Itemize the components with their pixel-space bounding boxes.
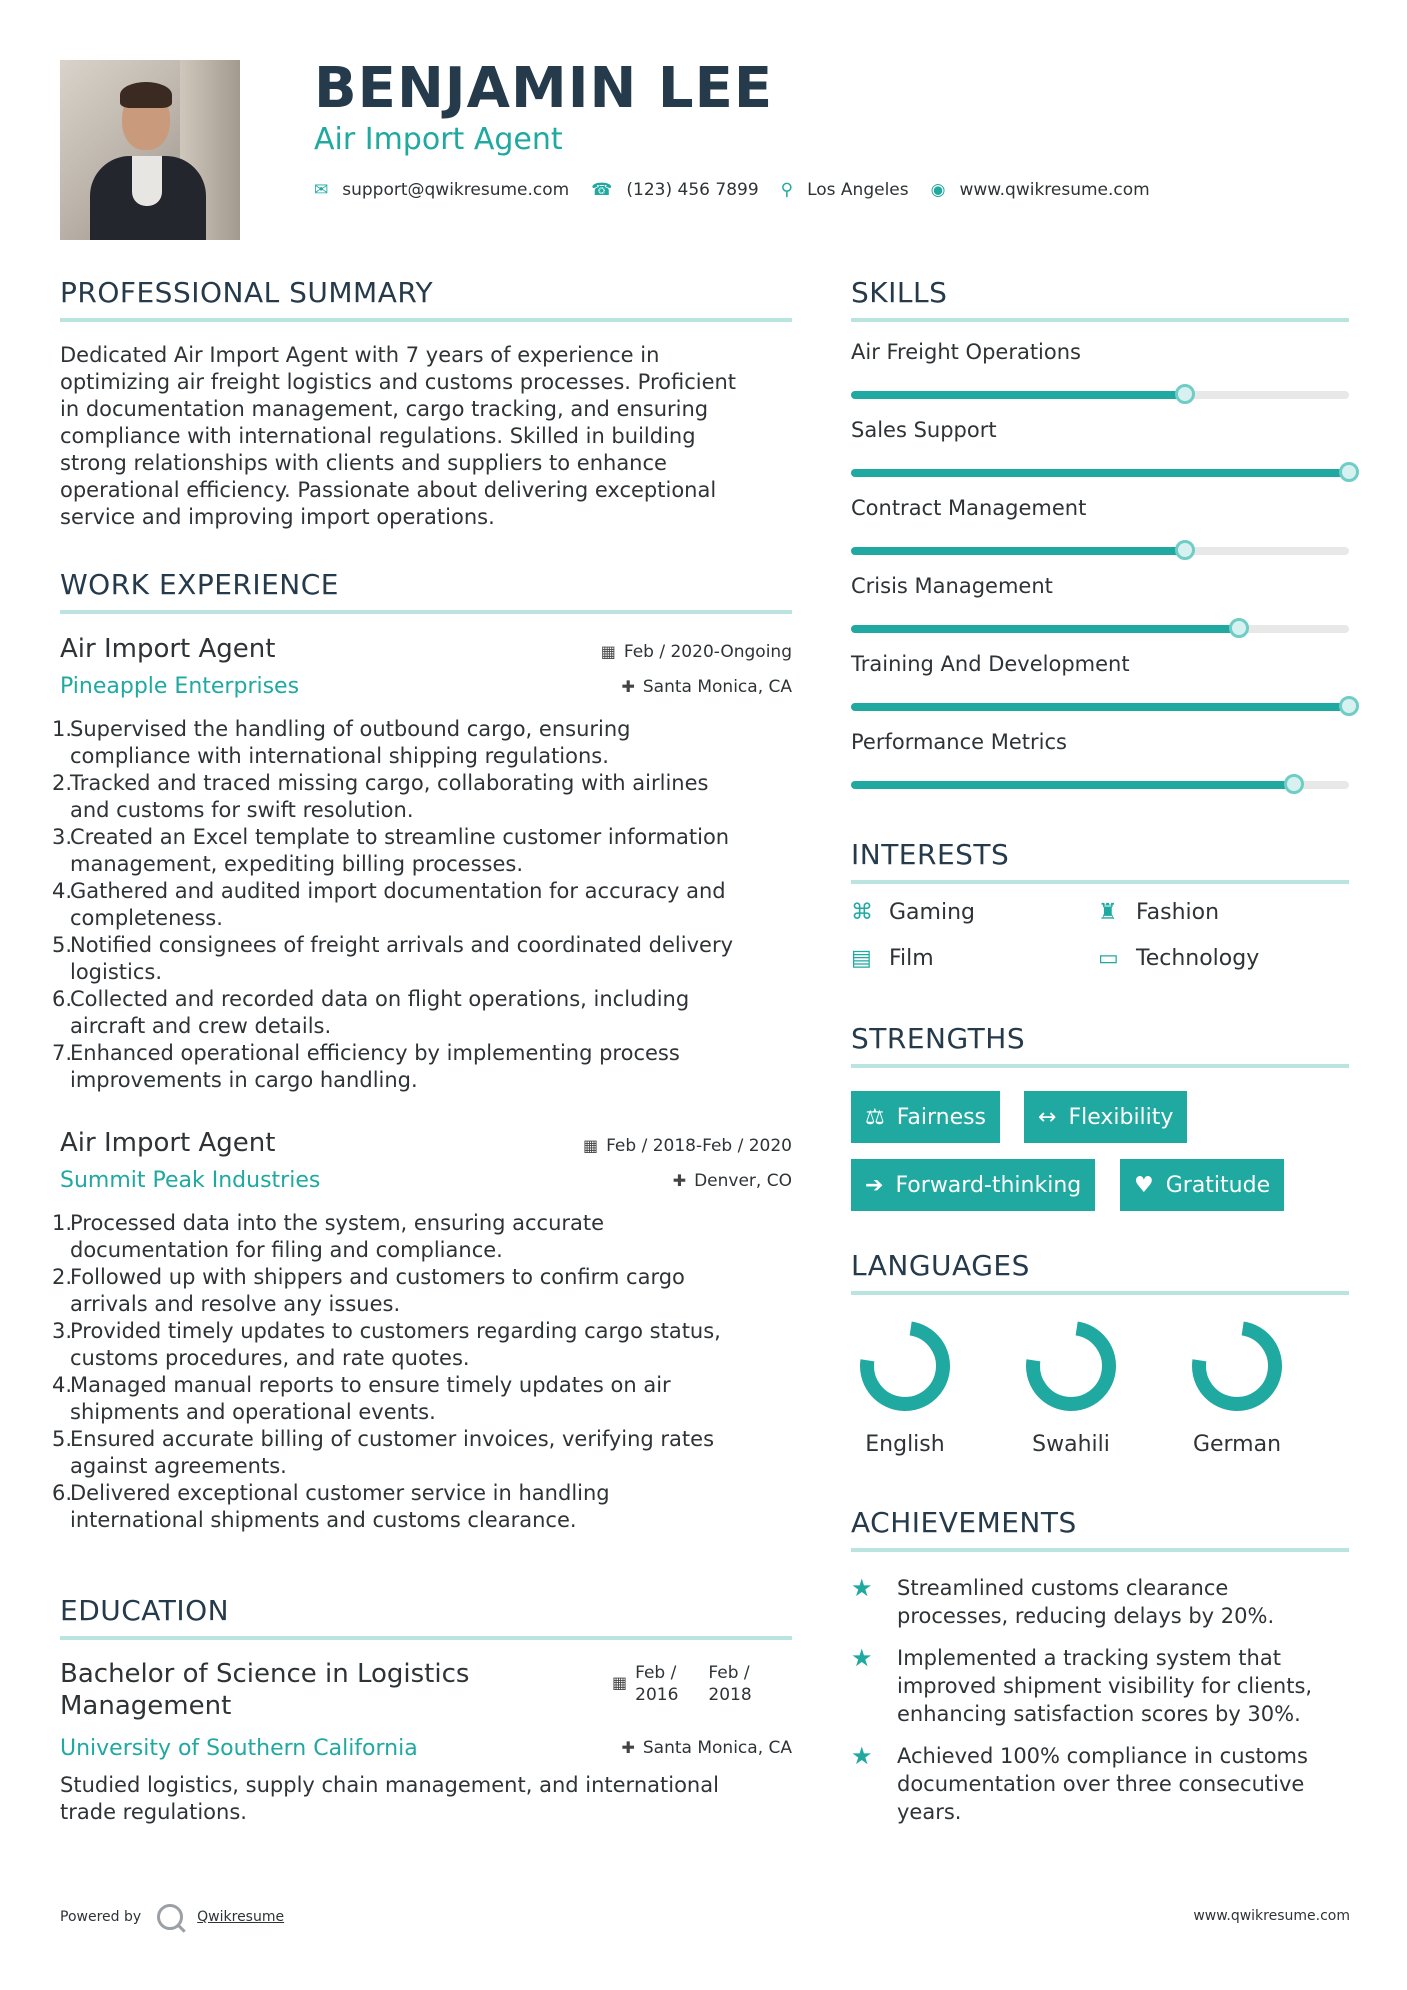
list-item: 1. Processed data into the system, ensuring accurate documentation for filing and compliance. xyxy=(52,1211,605,1262)
calendar-icon: ▦ xyxy=(612,1673,628,1692)
skill-bar-knob xyxy=(1175,540,1195,560)
globe-icon: ◉ xyxy=(930,180,946,200)
skill-bar-fill xyxy=(851,547,1185,555)
section-divider xyxy=(851,1548,1349,1552)
summary-heading: PROFESSIONAL SUMMARY xyxy=(60,276,434,309)
degree-title: Bachelor of Science in Logistics Management xyxy=(60,1659,470,1721)
achievement-item: ★ Streamlined customs clearance processes, reducing delays by 20%. xyxy=(851,1574,1275,1628)
language-ring-arc xyxy=(1033,1328,1109,1404)
phone-icon: ☎ xyxy=(591,180,613,200)
skill-bar-fill xyxy=(851,391,1185,399)
contact-email[interactable]: support@qwikresume.com xyxy=(342,180,570,200)
language-label: Swahili xyxy=(1032,1432,1110,1457)
skill-bar xyxy=(851,703,1349,711)
list-item: 3. Created an Excel template to streamline customer information management, expediting billing processes. xyxy=(52,825,730,876)
section-divider xyxy=(851,318,1349,322)
experience-heading: WORK EXPERIENCE xyxy=(60,568,339,601)
shopping-bag-icon: ♜ xyxy=(1098,900,1118,925)
strength-tag: ↔ Flexibility xyxy=(1024,1091,1187,1143)
star-icon: ★ xyxy=(851,1742,873,1770)
strength-tag: ♥ Gratitude xyxy=(1120,1159,1284,1211)
language-ring-swahili xyxy=(1023,1318,1119,1414)
job-location: ✚ Denver, CO xyxy=(672,1171,792,1191)
star-icon: ★ xyxy=(851,1574,873,1602)
contact-location: Los Angeles xyxy=(807,180,909,200)
section-divider xyxy=(60,318,792,322)
list-item: 6. Collected and recorded data on flight operations, including aircraft and crew details. xyxy=(52,987,690,1038)
qwikresume-logo-icon xyxy=(157,1904,183,1930)
skill-bar-knob xyxy=(1284,774,1304,794)
section-divider xyxy=(851,1291,1349,1295)
skill-label: Performance Metrics xyxy=(851,730,1067,754)
skills-heading: SKILLS xyxy=(851,276,948,309)
contact-website[interactable]: www.qwikresume.com xyxy=(959,180,1150,200)
list-item: 3. Provided timely updates to customers regarding cargo status, customs procedures, and rate quotes. xyxy=(52,1319,721,1370)
skill-label: Training And Development xyxy=(851,652,1130,676)
profile-photo xyxy=(60,60,240,240)
skill-label: Air Freight Operations xyxy=(851,340,1081,364)
interests-heading: INTERESTS xyxy=(851,838,1010,871)
interest-fashion: ♜ Fashion xyxy=(1098,900,1220,925)
job-company: Summit Peak Industries xyxy=(60,1168,321,1193)
language-label: English xyxy=(865,1432,945,1457)
job-title: Air Import Agent xyxy=(60,1128,276,1158)
gamepad-icon: ⌘ xyxy=(851,900,873,925)
film-icon: ▤ xyxy=(851,946,872,971)
education-location: ✚ Santa Monica, CA xyxy=(621,1738,792,1758)
skill-bar-knob xyxy=(1339,696,1359,716)
candidate-name: BENJAMIN LEE xyxy=(314,56,774,121)
arrows-horizontal-icon: ↔ xyxy=(1038,1104,1057,1130)
section-divider xyxy=(60,1636,792,1640)
star-icon: ★ xyxy=(851,1644,873,1672)
list-item: 2. Tracked and traced missing cargo, collaborating with airlines and customs for swift resolution. xyxy=(52,771,709,822)
skill-bar-fill xyxy=(851,625,1239,633)
summary-text: Dedicated Air Import Agent with 7 years of experience in optimizing air freight logistics and customs processes. Proficient in documentation management, cargo tracking, and ensuring compliance with international regulations. Skilled in building strong relationships with clients and suppliers to enhance operational efficiency. Passionate about delivering exceptional service and improving import operations. xyxy=(60,343,737,529)
envelope-icon: ✉ xyxy=(314,180,329,200)
interest-technology: ▭ Technology xyxy=(1098,946,1260,971)
strength-tag: ⚖ Fairness xyxy=(851,1091,1000,1143)
job-location: ✚ Santa Monica, CA xyxy=(621,677,792,697)
skill-bar-fill xyxy=(851,469,1349,477)
skill-bar xyxy=(851,625,1349,633)
achievement-item: ★ Implemented a tracking system that improved shipment visibility for clients, enhancing satisfaction scores by 30%. xyxy=(851,1644,1313,1726)
languages-heading: LANGUAGES xyxy=(851,1249,1030,1282)
contact-phone[interactable]: (123) 456 7899 xyxy=(626,180,759,200)
list-item: 2. Followed up with shippers and customers to confirm cargo arrivals and resolve any issues. xyxy=(52,1265,685,1316)
contact-bar xyxy=(314,180,1172,200)
job-title: Air Import Agent xyxy=(60,634,276,664)
skill-bar-knob xyxy=(1175,384,1195,404)
language-label: German xyxy=(1192,1432,1282,1457)
interest-gaming: ⌘ Gaming xyxy=(851,900,975,925)
education-dates: ▦ Feb / 2016 Feb / 2018 xyxy=(612,1663,752,1705)
language-ring-english xyxy=(857,1318,953,1414)
skill-bar xyxy=(851,547,1349,555)
education-description: Studied logistics, supply chain management, and international trade regulations. xyxy=(60,1773,719,1824)
job-duties-list xyxy=(52,1210,802,1534)
job-dates: ▦ Feb / 2018-Feb / 2020 xyxy=(582,1136,792,1156)
pin-icon: ✚ xyxy=(672,1171,687,1190)
section-divider xyxy=(851,1064,1349,1068)
skill-bar-fill xyxy=(851,703,1349,711)
pin-icon: ✚ xyxy=(621,677,635,696)
brand-link[interactable]: Qwikresume xyxy=(197,1909,285,1925)
languages-list xyxy=(851,1318,1349,1468)
language-ring-arc xyxy=(1199,1328,1275,1404)
heart-icon: ♥ xyxy=(1134,1172,1154,1198)
pin-icon: ✚ xyxy=(621,1738,635,1757)
calendar-icon: ▦ xyxy=(600,642,616,661)
list-item: 5. Notified consignees of freight arrivals and coordinated delivery logistics. xyxy=(52,933,734,984)
map-marker-icon: ⚲ xyxy=(780,180,794,200)
job-dates: ▦ Feb / 2020-Ongoing xyxy=(600,642,792,662)
education-heading: EDUCATION xyxy=(60,1594,230,1627)
list-item: 5. Ensured accurate billing of customer invoices, verifying rates against agreements. xyxy=(52,1427,715,1478)
section-divider xyxy=(60,610,792,614)
section-divider xyxy=(851,880,1349,884)
candidate-title: Air Import Agent xyxy=(314,122,563,157)
skill-bar-knob xyxy=(1339,462,1359,482)
job-company: Pineapple Enterprises xyxy=(60,674,300,699)
language-ring-arc xyxy=(867,1328,943,1404)
list-item: 4. Managed manual reports to ensure timely updates on air shipments and operational events. xyxy=(52,1373,671,1424)
achievement-item: ★ Achieved 100% compliance in customs documentation over three consecutive years. xyxy=(851,1742,1308,1824)
powered-by-label: Powered by xyxy=(60,1909,142,1925)
list-item: 4. Gathered and audited import documentation for accuracy and completeness. xyxy=(52,879,726,930)
laptop-icon: ▭ xyxy=(1098,946,1119,971)
list-item: 7. Enhanced operational efficiency by implementing process improvements in cargo handling. xyxy=(52,1041,680,1092)
footer-website[interactable]: www.qwikresume.com xyxy=(1193,1908,1350,1924)
skill-bar xyxy=(851,781,1349,789)
skill-bar xyxy=(851,469,1349,477)
skill-bar-fill xyxy=(851,781,1294,789)
skill-bar xyxy=(851,391,1349,399)
list-item: 1. Supervised the handling of outbound cargo, ensuring compliance with international shipping regulations. xyxy=(52,717,631,768)
interest-film: ▤ Film xyxy=(851,946,934,971)
footer-powered xyxy=(60,1904,284,1930)
skill-label: Sales Support xyxy=(851,418,997,442)
arrow-right-icon: ➔ xyxy=(865,1172,884,1198)
skill-label: Contract Management xyxy=(851,496,1087,520)
strengths-heading: STRENGTHS xyxy=(851,1022,1026,1055)
list-item: 6. Delivered exceptional customer service in handling international shipments and customs clearance. xyxy=(52,1481,610,1532)
skill-label: Crisis Management xyxy=(851,574,1053,598)
school-name: University of Southern California xyxy=(60,1736,418,1761)
achievements-heading: ACHIEVEMENTS xyxy=(851,1506,1077,1539)
job-duties-list xyxy=(52,716,802,1094)
strength-tag: ➔ Forward-thinking xyxy=(851,1159,1095,1211)
calendar-icon: ▦ xyxy=(582,1136,599,1155)
skill-bar-knob xyxy=(1229,618,1249,638)
language-ring-german xyxy=(1189,1318,1285,1414)
balance-scale-icon: ⚖ xyxy=(865,1104,885,1130)
